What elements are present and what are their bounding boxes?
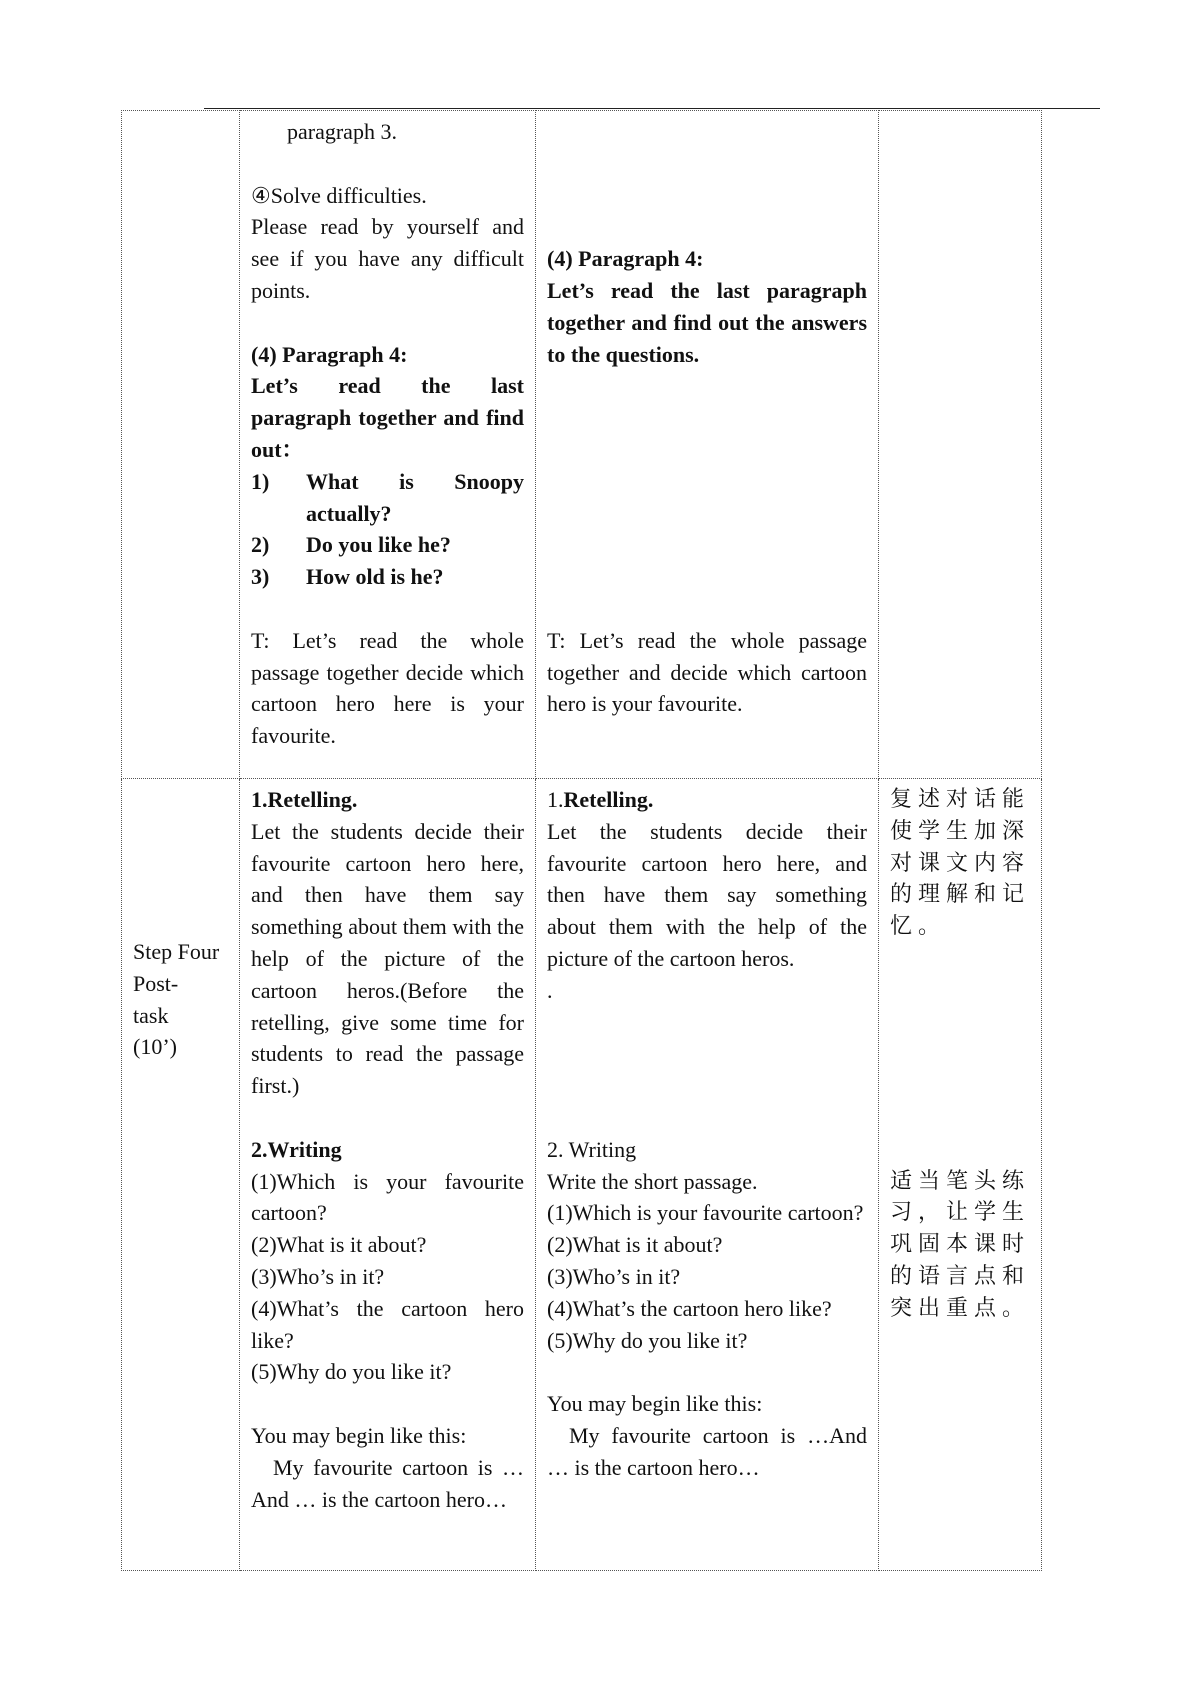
table-row: [122, 111, 1042, 779]
begin-text: My favourite cartoon is …And … is the cartoon hero…: [547, 1422, 867, 1480]
writing-heading: 2. Writing: [547, 1136, 637, 1162]
teacher-activity-cell: [240, 779, 536, 1571]
writing-heading: 2.Writing: [251, 1136, 342, 1162]
writing-text: Write the short passage.: [547, 1168, 758, 1194]
student-activity-cell: [536, 111, 879, 779]
writing-question: (2)What is it about?: [547, 1232, 723, 1258]
step-cell: [122, 111, 240, 779]
teacher-instruction: T: Let’s read the whole passage together and decide which cartoon hero is your favourite.: [547, 627, 867, 717]
list-item: 2) Do you like he?: [251, 532, 451, 558]
paragraph4-text: Let’s read the last paragraph together and find out the answers to the questions.: [547, 277, 867, 367]
begin-label: You may begin like this:: [251, 1422, 467, 1448]
top-rule: [204, 108, 1100, 109]
purpose-cell: [879, 779, 1042, 1571]
writing-question: (5)Why do you like it?: [251, 1359, 452, 1385]
stray-dot: .: [547, 977, 553, 1003]
student-activity-cell: [536, 779, 879, 1571]
retelling-heading: 1.Retelling.: [547, 787, 654, 812]
solve-text: Please read by yourself and see if you have any difficult points.: [251, 214, 524, 303]
writing-question: (3)Who’s in it?: [251, 1263, 385, 1289]
paragraph4-heading: (4) Paragraph 4:: [251, 341, 408, 367]
purpose-cell: [879, 111, 1042, 779]
purpose-note: 复述对话能使学生加深对课文内容的理解和记忆。: [890, 787, 1031, 940]
begin-text: My favourite cartoon is …And … is the cartoon hero…: [251, 1454, 524, 1512]
table-row: [122, 779, 1042, 1571]
writing-question: (4)What’s the cartoon hero like?: [251, 1295, 524, 1353]
step-label: Step Four Post- task (10’): [133, 939, 220, 1060]
retelling-heading: 1.Retelling.: [251, 787, 358, 812]
step-cell: [122, 779, 240, 1571]
begin-label: You may begin like this:: [547, 1391, 763, 1417]
lesson-plan-table: [121, 110, 1042, 1571]
teacher-activity-cell: [240, 111, 536, 779]
writing-question: (4)What’s the cartoon hero like?: [547, 1295, 832, 1321]
purpose-note: 适当笔头练习，让学生巩固本课时的语言点和突出重点。: [890, 1168, 1031, 1321]
retelling-text: Let the students decide their favourite cartoon hero here, and then have them say something about them with the help of the picture of the cartoon heros.: [547, 818, 867, 971]
paragraph4-heading: (4) Paragraph 4:: [547, 246, 704, 272]
paragraph4-text: Let’s read the last paragraph together and find out：: [251, 373, 524, 462]
paragraph-line: paragraph 3.: [287, 119, 397, 144]
writing-question: (1)Which is your favourite cartoon?: [251, 1168, 524, 1226]
teacher-instruction: T: Let’s read the whole passage together decide which cartoon hero here is your favourite.: [251, 627, 524, 749]
writing-question: (3)Who’s in it?: [547, 1263, 681, 1289]
writing-question: (5)Why do you like it?: [547, 1327, 748, 1353]
solve-heading: ④Solve difficulties.: [251, 182, 427, 208]
list-item: 1) What is Snoopy actually?: [251, 468, 524, 526]
list-item: 3) How old is he?: [251, 564, 444, 590]
writing-question: (2)What is it about?: [251, 1232, 427, 1258]
writing-question: (1)Which is your favourite cartoon?: [547, 1200, 864, 1226]
retelling-text: Let the students decide their favourite cartoon hero here, and then have them say something about them with the help of the picture of the cartoon heros.(Before the retelling, give some time for students to read the passage first.): [251, 818, 524, 1099]
